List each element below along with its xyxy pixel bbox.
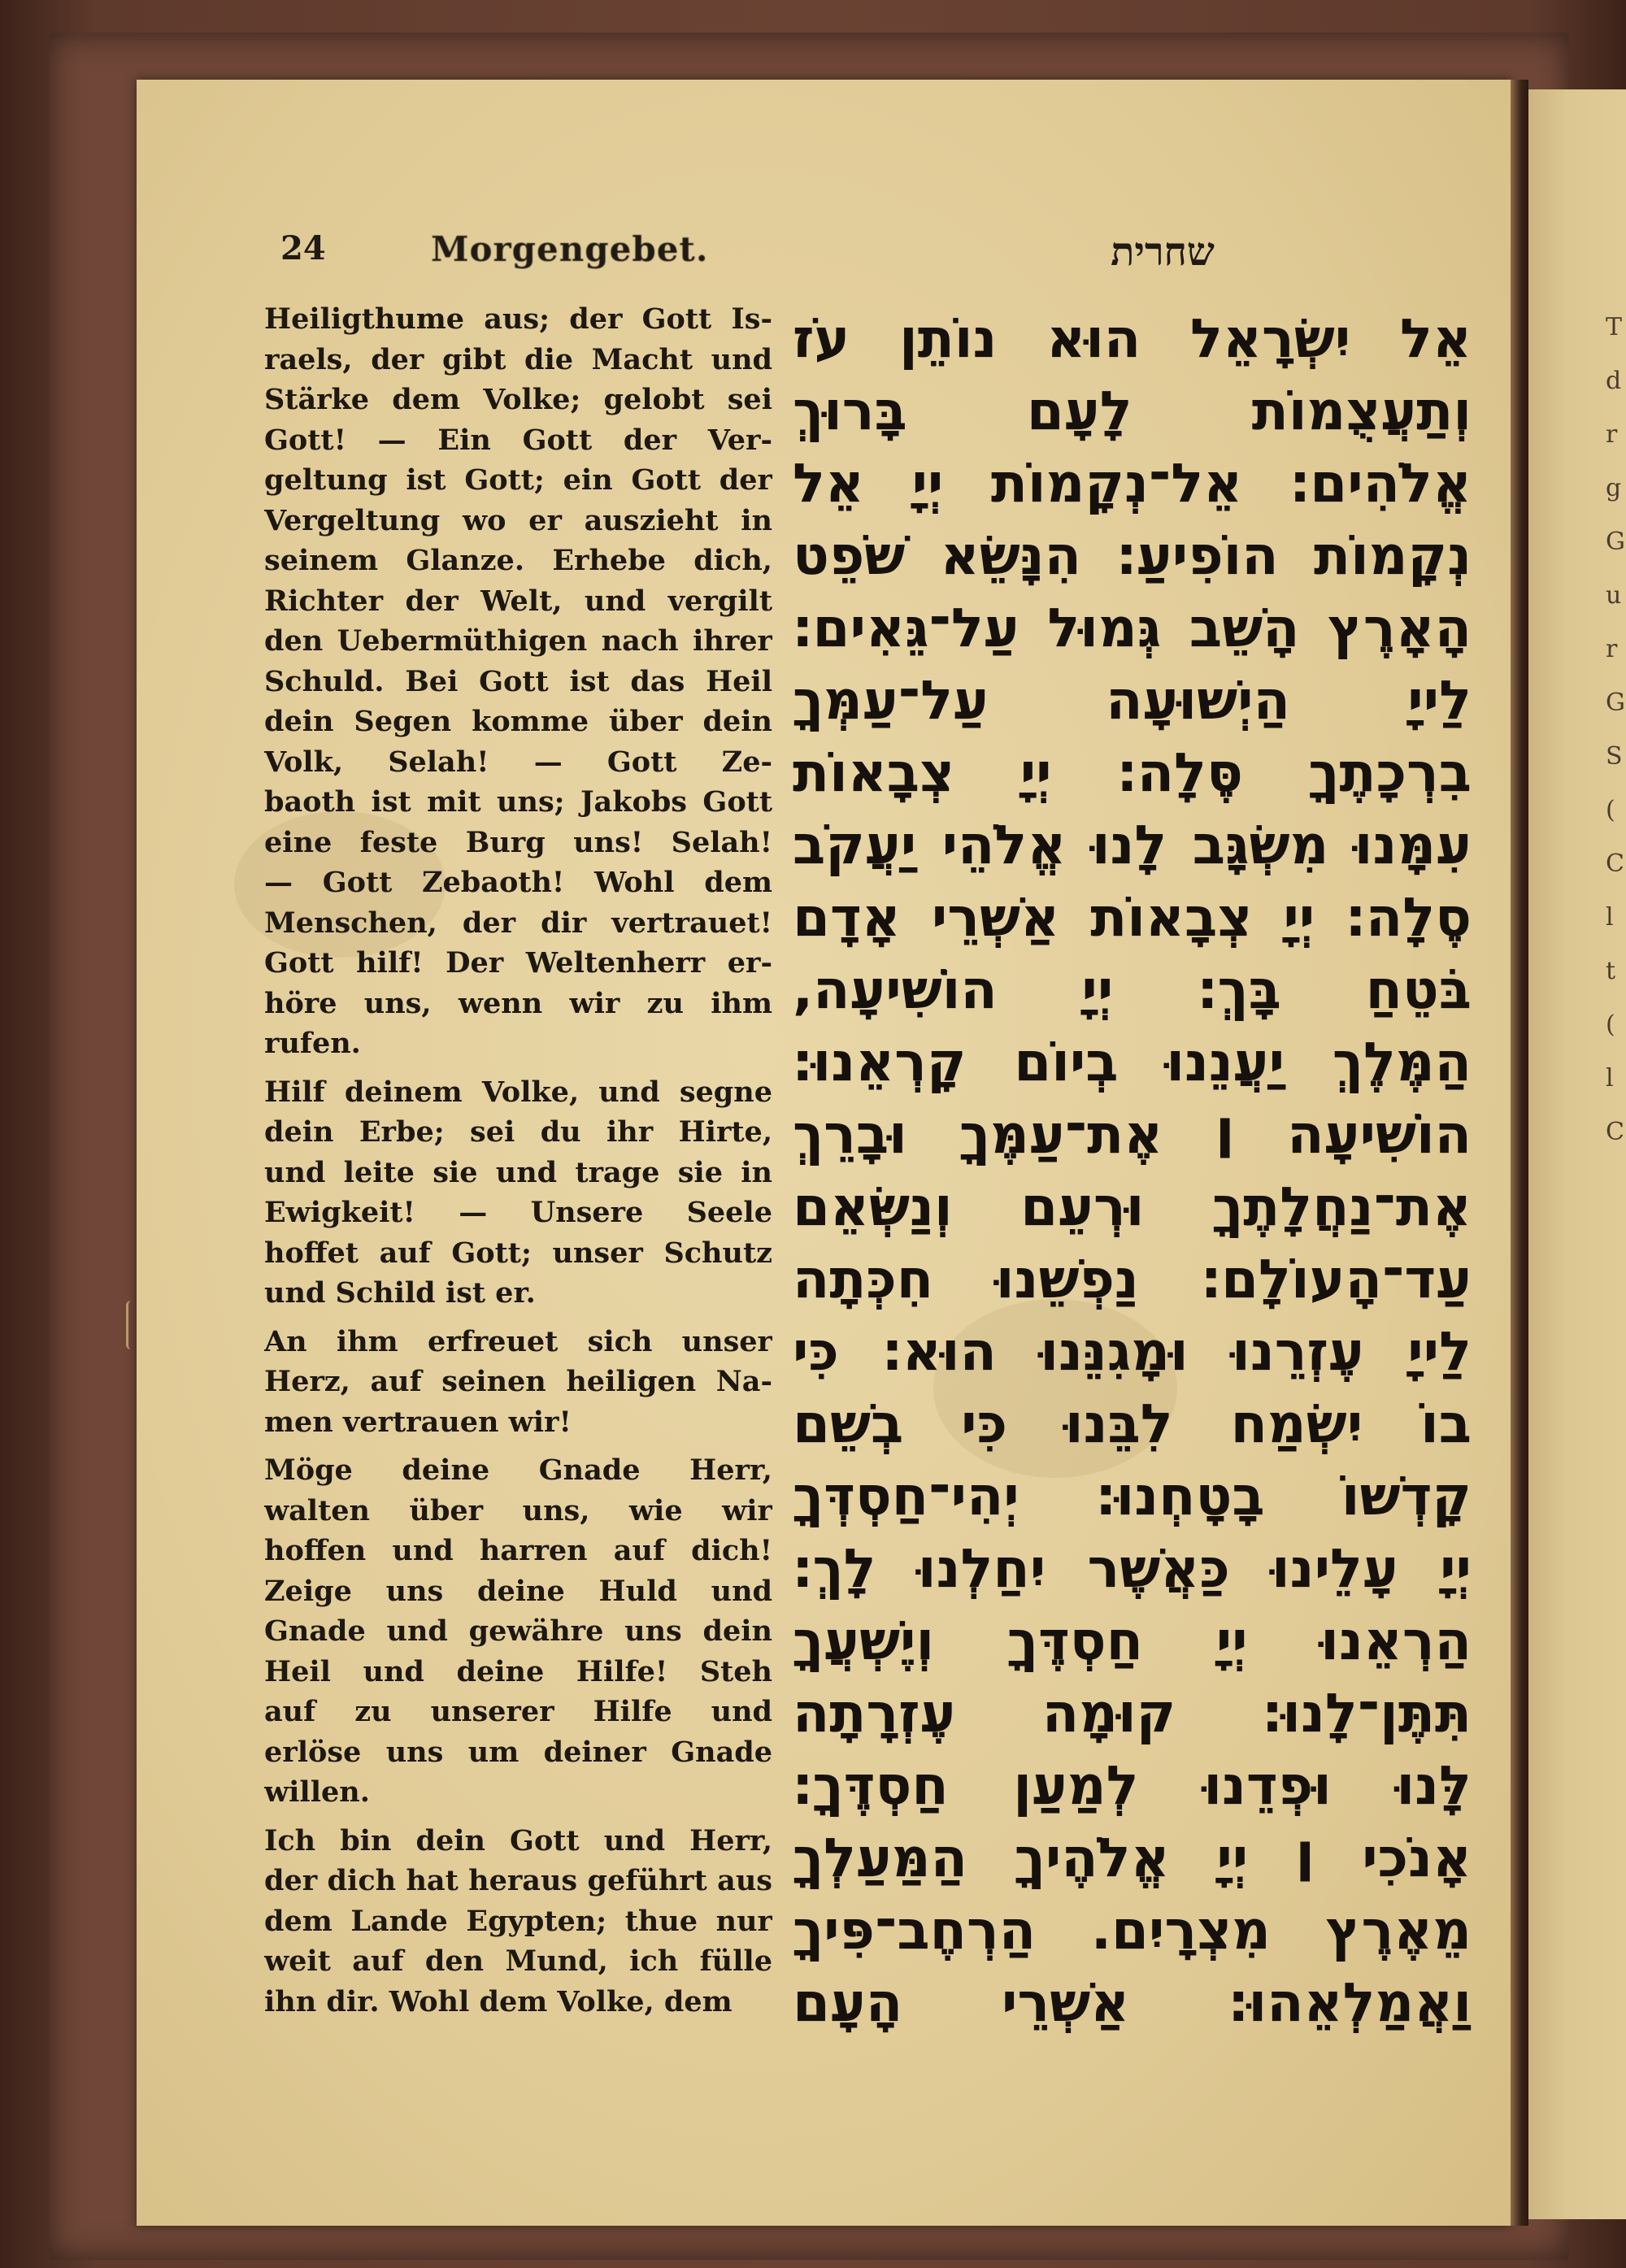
facing-page-fragment: G (1606, 689, 1625, 717)
german-text-line: eine feste Burg uns! Selah! (264, 825, 772, 859)
facing-page-fragment: l (1606, 1064, 1614, 1093)
german-text-line: Möge deine Gnade Herr, (264, 1453, 772, 1487)
hebrew-text-line: יְיָ עָלֵינוּ כַּאֲשֶׁר יִחַלְנוּ לָךְ׃ (793, 1537, 1472, 1600)
german-text-line: Heil und deine Hilfe! Steh (264, 1654, 772, 1688)
hebrew-text-line: נְקָמוֹת הוֹפִיעַ׃ הִנָּשֵׂא שֹׁפֵט (793, 524, 1472, 587)
german-text-line: Ich bin dein Gott und Herr, (264, 1823, 772, 1857)
german-text-line: Herz, auf seinen heiligen Na- (264, 1365, 772, 1398)
german-text-line: ihn dir. Wohl dem Volke, dem (264, 1984, 733, 2018)
paragraph-gap (264, 1064, 772, 1072)
facing-page-text-fragments (1606, 301, 1626, 1159)
hebrew-text-line: אֶת־נַחֲלָתֶךָ וּרְעֵם וְנַשְּׂאֵם (793, 1175, 1472, 1238)
german-text-line: den Uebermüthigen nach ihrer (264, 624, 772, 658)
german-text-line: Heiligthume aus; der Gott Is- (264, 302, 772, 336)
facing-page-fragment: d (1606, 367, 1622, 395)
facing-page-fragment: S (1606, 742, 1623, 771)
german-text-line: An ihm erfreuet sich unser (264, 1324, 772, 1358)
german-text-column (264, 299, 772, 2022)
hebrew-text-line: קָדְשׁוֹ בָטָחְנוּ׃ יְהִי־חַסְדְּךָ (793, 1465, 1472, 1527)
german-text-line: geltung ist Gott; ein Gott der (264, 463, 772, 497)
hebrew-text-line: לָּנוּ וּפְדֵנוּ לְמַעַן חַסְדֶּךָ׃ (793, 1754, 1472, 1817)
hebrew-text-line: מֵאֶרֶץ מִצְרָיִם. הַרְחֶב־פִּיךָ (793, 1899, 1472, 1962)
facing-page-fragment: r (1606, 635, 1618, 663)
hebrew-text-column (793, 302, 1472, 2039)
german-running-title: Morgengebet. (431, 229, 709, 269)
german-text-line: auf zu unserer Hilfe und (264, 1695, 772, 1728)
hebrew-text-line: עִמָּנוּ מִשְׂגָּב לָנוּ אֱלֹהֵי יַעֲקֹב (793, 814, 1472, 876)
facing-page-fragment: l (1606, 903, 1614, 932)
facing-page-fragment: T (1606, 313, 1623, 341)
german-text-line: raels, der gibt die Macht und (264, 342, 772, 376)
hebrew-text-line: עַד־הָעוֹלָם׃ נַפְשֵׁנוּ חִכְּתָה (793, 1248, 1472, 1310)
german-text-line: Volk, Selah! — Gott Ze- (264, 745, 772, 779)
paragraph-gap (264, 1442, 772, 1450)
german-text-line: hoffen und harren auf dich! (264, 1534, 772, 1567)
facing-page-fragment: G (1606, 528, 1625, 556)
german-text-line: weit auf den Mund, ich fülle (264, 1944, 772, 1978)
german-text-line: Ewigkeit! — Unsere Seele (264, 1196, 772, 1229)
paragraph-gap (264, 1314, 772, 1322)
hebrew-text-line: וַאֲמַלְאֵהוּ׃ אַשְׁרֵי הָעָם (793, 1971, 1472, 2034)
page-number: 24 (280, 229, 326, 267)
german-text-line: Gott! — Ein Gott der Ver- (264, 423, 772, 457)
german-text-line: dein Erbe; sei du ihr Hirte, (264, 1115, 772, 1149)
german-text-line: dein Segen komme über dein (264, 705, 772, 738)
hebrew-running-title: שחרית (1111, 229, 1215, 275)
facing-page-fragment: C (1606, 849, 1624, 878)
german-text-line: Zeige uns deine Huld und (264, 1574, 772, 1608)
german-text-line: baoth ist mit uns; Jakobs Gott (264, 785, 772, 819)
hebrew-text-line: בֹּטֵחַ בָּךְ׃ יְיָ הוֹשִׁיעָה, (793, 958, 1472, 1021)
german-text-line: willen. (264, 1775, 370, 1809)
german-text-line: — Gott Zebaoth! Wohl dem (264, 866, 772, 899)
german-text-line: Gott hilf! Der Weltenherr er- (264, 946, 772, 980)
german-text-line: Stärke dem Volke; gelobt sei (264, 383, 772, 416)
facing-page-fragment: g (1606, 474, 1622, 502)
german-text-line: seinem Glanze. Erhebe dich, (264, 544, 772, 577)
german-text-line: walten über uns, wie wir (264, 1493, 772, 1527)
facing-page-fragment: C (1606, 1118, 1624, 1146)
german-text-line: hoffet auf Gott; unser Schutz (264, 1236, 772, 1270)
german-text-line: und Schild ist er. (264, 1276, 536, 1310)
german-text-line: Menschen, der dir vertrauet! (264, 906, 772, 940)
hebrew-text-line: תִּתֶּן־לָנוּ׃ קוּמָה עֶזְרָתָה (793, 1682, 1472, 1744)
facing-page-fragment: ( (1606, 1010, 1615, 1039)
page-crease (126, 1301, 145, 1349)
hebrew-text-line: הַמֶּלֶךְ יַעֲנֵנוּ בְיוֹם קָרְאֵנוּ׃ (793, 1031, 1472, 1093)
german-text-line: höre uns, wenn wir zu ihm (264, 986, 772, 1020)
hebrew-text-line: לַייָ עֶזְרֵנוּ וּמָגִנֵּנוּ הוּא׃ כִּי (793, 1320, 1472, 1383)
hebrew-text-line: בִרְכָתֶךָ סֶּלָה׃ יְיָ צְבָאוֹת (793, 741, 1472, 804)
german-text-line: Schuld. Bei Gott ist das Heil (264, 664, 772, 698)
book-gutter (1511, 80, 1528, 2226)
german-text-line: und leite sie und trage sie in (264, 1155, 772, 1189)
german-text-line: rufen. (264, 1027, 361, 1060)
hebrew-text-line: הַרְאֵנוּ יְיָ חַסְדֶּךָ וְיֶשְׁעֲךָ (793, 1610, 1472, 1672)
german-text-line: erlöse uns um deiner Gnade (264, 1735, 772, 1769)
hebrew-text-line: אֵל יִשְׂרָאֵל הוּא נוֹתֵן עֹז (793, 307, 1472, 370)
paragraph-gap (264, 1813, 772, 1821)
hebrew-text-line: הוֹשִׁיעָה ׀ אֶת־עַמֶּךָ וּבָרֵךְ (793, 1103, 1472, 1166)
facing-page-fragment: t (1606, 957, 1616, 985)
hebrew-text-line: אֱלֹהִים׃ אֵל־נְקָמוֹת יְיָ אֵל (793, 452, 1472, 515)
hebrew-text-line: אָנֹכִי ׀ יְיָ אֱלֹהֶיךָ הַמַּעַלְךָ (793, 1827, 1472, 1889)
german-text-line: Vergeltung wo er auszieht in (264, 503, 772, 537)
german-text-line: men vertrauen wir! (264, 1405, 572, 1439)
german-text-line: Gnade und gewähre uns dein (264, 1614, 772, 1648)
hebrew-text-line: בוֹ יִשְׂמַח לִבֵּנוּ כִּי בְשֵׁם (793, 1393, 1472, 1455)
facing-page-fragment: r (1606, 420, 1618, 449)
german-text-line: dem Lande Egypten; thue nur (264, 1904, 772, 1938)
hebrew-text-line: לַייָ הַיְשׁוּעָה עַל־עַמְּךָ (793, 669, 1472, 732)
german-text-line: Richter der Welt, und vergilt (264, 584, 772, 618)
german-text-line: der dich hat heraus geführt aus (264, 1864, 772, 1897)
german-text-line: Hilf deinem Volke, und segne (264, 1075, 772, 1109)
hebrew-text-line: סֶלָה׃ יְיָ צְבָאוֹת אַשְׁרֵי אָדָם (793, 886, 1472, 949)
hebrew-text-line: הָאָרֶץ הָשֵׁב גְּמוּל עַל־גֵּאִים׃ (793, 597, 1472, 659)
facing-page-fragment: ( (1606, 796, 1615, 824)
facing-page-fragment: u (1606, 581, 1622, 610)
hebrew-text-line: וְתַעֲצֻמוֹת לָעָם בָּרוּךְ (793, 380, 1472, 442)
